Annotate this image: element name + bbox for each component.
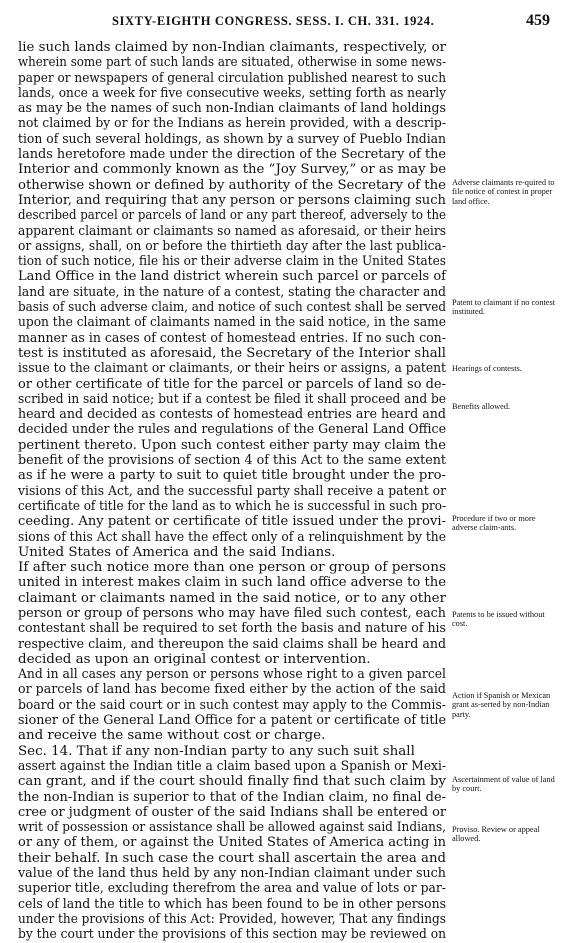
text-line xyxy=(18,713,448,728)
text-line xyxy=(18,147,448,162)
text-line xyxy=(18,346,448,361)
text-line xyxy=(18,560,448,575)
margin-note: Action if Spanish or Mexican grant as-serted by non-Indian party. xyxy=(452,691,551,719)
text-line-content: or other certificate of title for the parcel or parcels of land so de- xyxy=(18,376,446,392)
text-line-content: lands, once a week for five consecutive weeks, setting forth as nearly xyxy=(18,85,446,101)
text-line-content: contestant shall be required to set forth the basis and nature of his xyxy=(18,621,446,637)
text-line-content: heard and decided as contests of homestead entries are heard and xyxy=(18,407,446,423)
text-line-content: superior title, excluding therefrom the area and value of lots or par- xyxy=(18,881,446,897)
text-line xyxy=(18,774,448,789)
text-line-content: And in all cases any person or persons whose right to a given parcel xyxy=(18,667,446,683)
text-line xyxy=(18,835,448,850)
text-line xyxy=(18,790,448,805)
text-line xyxy=(18,545,448,560)
text-line-content: tion of such notice, file his or their adverse claim in the United States xyxy=(18,254,446,270)
text-line xyxy=(18,912,448,927)
text-line-content: not claimed by or for the Indians as herein provided, with a descrip- xyxy=(18,116,446,132)
text-line xyxy=(18,606,448,621)
text-line xyxy=(18,805,448,820)
text-line xyxy=(18,178,448,193)
text-line xyxy=(18,300,448,315)
text-line xyxy=(18,86,448,101)
margin-note: Benefits allowed. xyxy=(452,402,511,411)
text-line xyxy=(18,269,448,284)
text-line-content: ceeding. Any patent or certificate of title issued under the provi- xyxy=(18,514,446,530)
text-line xyxy=(18,881,448,896)
text-line-content: or parcels of land has become fixed either by the action of the said xyxy=(18,682,446,698)
text-line xyxy=(18,530,448,545)
text-line-content: board or the said court or in such contest may apply to the Commis- xyxy=(18,697,446,713)
text-line xyxy=(18,499,448,514)
text-line-content: writ of possession or assistance shall be allowed against said Indians, xyxy=(18,820,446,836)
text-line-content: apparent claimant or claimants so named as aforesaid, or their heirs xyxy=(18,223,446,239)
text-line xyxy=(18,453,448,468)
text-line xyxy=(18,331,448,346)
text-line xyxy=(18,759,448,774)
text-line-content: United States of America and the said Indians. xyxy=(18,544,336,560)
statute-text xyxy=(18,40,448,943)
text-line-content: united in interest makes claim in such land office adverse to the xyxy=(18,575,446,591)
text-line-content: cree or judgment of ouster of the said Indians shall be entered or xyxy=(18,804,446,820)
text-line-content: If after such notice more than one person or group of persons xyxy=(18,560,446,576)
text-line-content: the non-Indian is superior to that of the Indian claim, no final de- xyxy=(18,789,446,805)
text-line-content: value of the land thus held by any non-Indian claimant under such xyxy=(18,866,446,882)
text-line-content: decided as upon an original contest or intervention. xyxy=(18,651,371,667)
margin-note: Patents to be issued without cost. xyxy=(452,610,545,629)
text-line xyxy=(18,698,448,713)
text-line-content: land are situate, in the nature of a contest, stating the character and xyxy=(18,284,446,300)
margin-note: Ascertainment of value of land by court. xyxy=(452,775,555,794)
text-line-content: decided under the rules and regulations of the General Land Office xyxy=(18,422,446,438)
text-line-content: scribed in said notice; but if a contest be filed it shall proceed and be xyxy=(18,391,446,407)
text-line xyxy=(18,484,448,499)
text-line-content: Land Office in the land district wherein such parcel or parcels of xyxy=(18,269,446,285)
text-line-content: benefit of the provisions of section 4 of this Act to the same extent xyxy=(18,453,446,469)
text-line xyxy=(18,239,448,254)
text-line-content: otherwise shown or defined by authority of the Secretary of the xyxy=(18,177,446,193)
text-line-content: as if he were a party to suit to quiet title brought under the pro- xyxy=(18,468,446,484)
text-line xyxy=(18,40,448,55)
text-line xyxy=(18,224,448,239)
text-line xyxy=(18,851,448,866)
text-line xyxy=(18,422,448,437)
text-line-content: Interior and commonly known as the “Joy Survey,” or as may be xyxy=(18,162,446,178)
text-line xyxy=(18,315,448,330)
text-line-content: certificate of title for the land as to which he is successful in such pro- xyxy=(18,498,446,514)
text-line-content: manner as in cases of contest of homestead entries. If no such con- xyxy=(18,330,446,346)
margin-note: Hearings of contests. xyxy=(452,364,522,373)
margin-note: Procedure if two or more adverse claim-ants. xyxy=(452,514,536,533)
text-line xyxy=(18,728,448,743)
text-line-content: sioner of the General Land Office for a patent or certificate of title xyxy=(18,713,446,729)
text-line xyxy=(18,682,448,697)
running-header xyxy=(0,14,560,32)
text-line xyxy=(18,208,448,223)
text-line xyxy=(18,193,448,208)
text-line-content: and receive the same without cost or charge. xyxy=(18,728,326,744)
text-line-content: cels of land the title to which has been found to be in other persons xyxy=(18,896,446,912)
text-line-content: described parcel or parcels of land or any part thereof, adversely to the xyxy=(18,208,446,224)
text-line-content: paper or newspapers of general circulation published nearest to such xyxy=(18,70,446,86)
text-line-content: pertinent thereto. Upon such contest either party may claim the xyxy=(18,437,446,453)
text-line xyxy=(18,667,448,682)
text-line xyxy=(18,101,448,116)
text-line xyxy=(18,575,448,590)
text-line-content: by the court under the provisions of this section may be reviewed on xyxy=(18,927,446,943)
text-line xyxy=(18,514,448,529)
text-line-content: visions of this Act, and the successful party shall receive a patent or xyxy=(18,483,446,499)
text-line xyxy=(18,637,448,652)
text-line-content: wherein some part of such lands are situated, otherwise in some news- xyxy=(18,55,446,71)
text-line xyxy=(18,55,448,70)
text-line xyxy=(18,468,448,483)
text-line-content: or any of them, or against the United States of America acting in xyxy=(18,835,446,851)
text-line-content: assert against the Indian title a claim based upon a Spanish or Mexi- xyxy=(18,758,446,774)
text-line xyxy=(18,361,448,376)
text-line-content: or assigns, shall, on or before the thirtieth day after the last publica- xyxy=(18,238,446,254)
text-line-content: test is instituted as aforesaid, the Secretary of the Interior shall xyxy=(18,345,446,361)
text-line xyxy=(18,377,448,392)
page-number: 459 xyxy=(526,12,550,29)
text-line xyxy=(18,744,448,759)
text-line xyxy=(18,438,448,453)
text-line-content: their behalf. In such case the court shall ascertain the area and xyxy=(18,850,446,866)
text-line xyxy=(18,392,448,407)
margin-note: Patent to claimant if no contest instituted. xyxy=(452,298,555,317)
text-line-content: Interior, and requiring that any person or persons claiming such xyxy=(18,192,446,208)
text-line-content: lie such lands claimed by non-Indian claimants, respectively, or xyxy=(18,40,446,55)
text-line xyxy=(18,132,448,147)
text-line-content: under the provisions of this Act: Provided, however, That any findings xyxy=(18,911,446,927)
text-line xyxy=(18,897,448,912)
text-line xyxy=(18,652,448,667)
text-line-content: sions of this Act shall have the effect only of a relinquishment by the xyxy=(18,529,446,545)
text-line-content: lands heretofore made under the direction of the Secretary of the xyxy=(18,147,446,163)
header-title: SIXTY-EIGHTH CONGRESS. SESS. I. CH. 331. 1924. xyxy=(112,14,435,28)
text-line xyxy=(18,927,448,942)
text-line xyxy=(18,591,448,606)
text-line xyxy=(18,162,448,177)
text-line xyxy=(18,71,448,86)
margin-note: Proviso. Review or appeal allowed. xyxy=(452,825,540,844)
text-line xyxy=(18,820,448,835)
text-line xyxy=(18,407,448,422)
text-line-content: can grant, and if the court should finally find that such claim by xyxy=(18,774,446,790)
text-line xyxy=(18,116,448,131)
text-line-content: person or group of persons who may have filed such contest, each xyxy=(18,605,446,621)
text-line-content: upon the claimant of claimants named in the said notice, in the same xyxy=(18,315,446,331)
text-line-content: respective claim, and thereupon the said claims shall be heard and xyxy=(18,636,446,652)
text-line-content: Sec. 14. That if any non-Indian party to any such suit shall xyxy=(18,743,415,759)
text-line-content: basis of such adverse claim, and notice of such contest shall be served xyxy=(18,300,446,316)
text-line xyxy=(18,621,448,636)
text-line xyxy=(18,866,448,881)
text-line xyxy=(18,285,448,300)
margin-note: Adverse claimants re-quired to file notice of contest in proper land office. xyxy=(452,178,555,206)
text-line-content: issue to the claimant or claimants, or their heirs or assigns, a patent xyxy=(18,361,446,377)
text-line xyxy=(18,254,448,269)
text-line-content: claimant or claimants named in the said notice, or to any other xyxy=(18,590,446,606)
text-line-content: as may be the names of such non-Indian claimants of land holdings xyxy=(18,101,446,117)
text-line-content: tion of such several holdings, as shown by a survey of Pueblo Indian xyxy=(18,131,446,147)
